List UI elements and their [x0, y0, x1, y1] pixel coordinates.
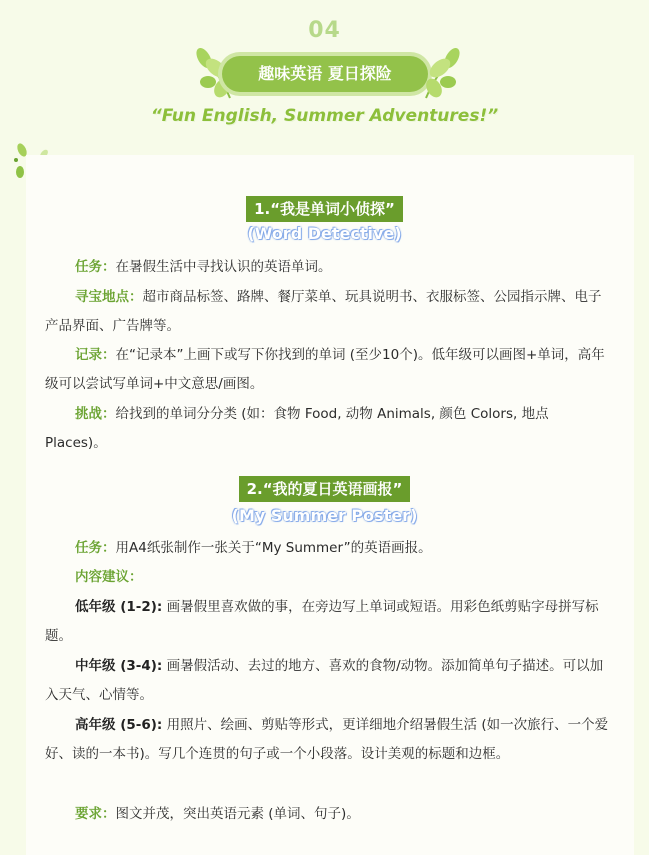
section-2-english: (My Summer Poster)	[231, 506, 418, 525]
list-item: 高年级 (5-6): 用照片、绘画、剪贴等形式，更详细地介绍暑假生活 (如一次旅行、一个爱好、读的一本书)。写几个连贯的句子或一个小段落。设计美观的标题和边框。	[45, 717, 609, 762]
list-item: 任务：用A4纸张制作一张关于“My Summer”的英语画报。	[75, 540, 432, 556]
english-subtitle: “Fun English, Summer Adventures!”	[150, 106, 499, 126]
section-2-title-text: 2.“我的夏日英语画报”	[239, 476, 411, 502]
list-item: 内容建议：	[75, 569, 143, 585]
list-item: 低年级 (1-2): 画暑假里喜欢做的事，在旁边写上单词或短语。用彩色纸剪贴字母拼写标题。	[45, 599, 599, 644]
section-1-title-text: 1.“我是单词小侦探”	[246, 196, 403, 222]
title-banner-area	[0, 44, 649, 108]
list-item: 要求：图文并茂，突出英语元素 (单词、句子)。	[75, 806, 360, 822]
section-number: 04	[308, 18, 341, 43]
section-2-title	[0, 476, 649, 502]
list-item: 挑战：给找到的单词分分类 (如：食物 Food, 动物 Animals, 颜色 Colors, 地点 Places)。	[45, 406, 549, 451]
list-item: 记录：在“记录本”上画下或写下你找到的单词 (至少10个)。低年级可以画图+单词，高年级可以尝试写单词+中文意思/画图。	[45, 347, 605, 392]
section-1-english: (Word Detective)	[247, 224, 402, 243]
title-banner: 趣味英语 夏日探险	[222, 56, 428, 92]
section-1-title	[0, 196, 649, 222]
list-item: 任务：在暑假生活中寻找认识的英语单词。	[75, 259, 332, 275]
leaf-decoration-right-icon	[418, 44, 466, 102]
list-item: 寻宝地点：超市商品标签、路牌、餐厅菜单、玩具说明书、衣服标签、公园指示牌、电子产品界面、广告牌等。	[45, 289, 602, 334]
list-item: 中年级 (3-4): 画暑假活动、去过的地方、喜欢的食物/动物。添加简单句子描述。可以加入天气、心情等。	[45, 658, 604, 703]
